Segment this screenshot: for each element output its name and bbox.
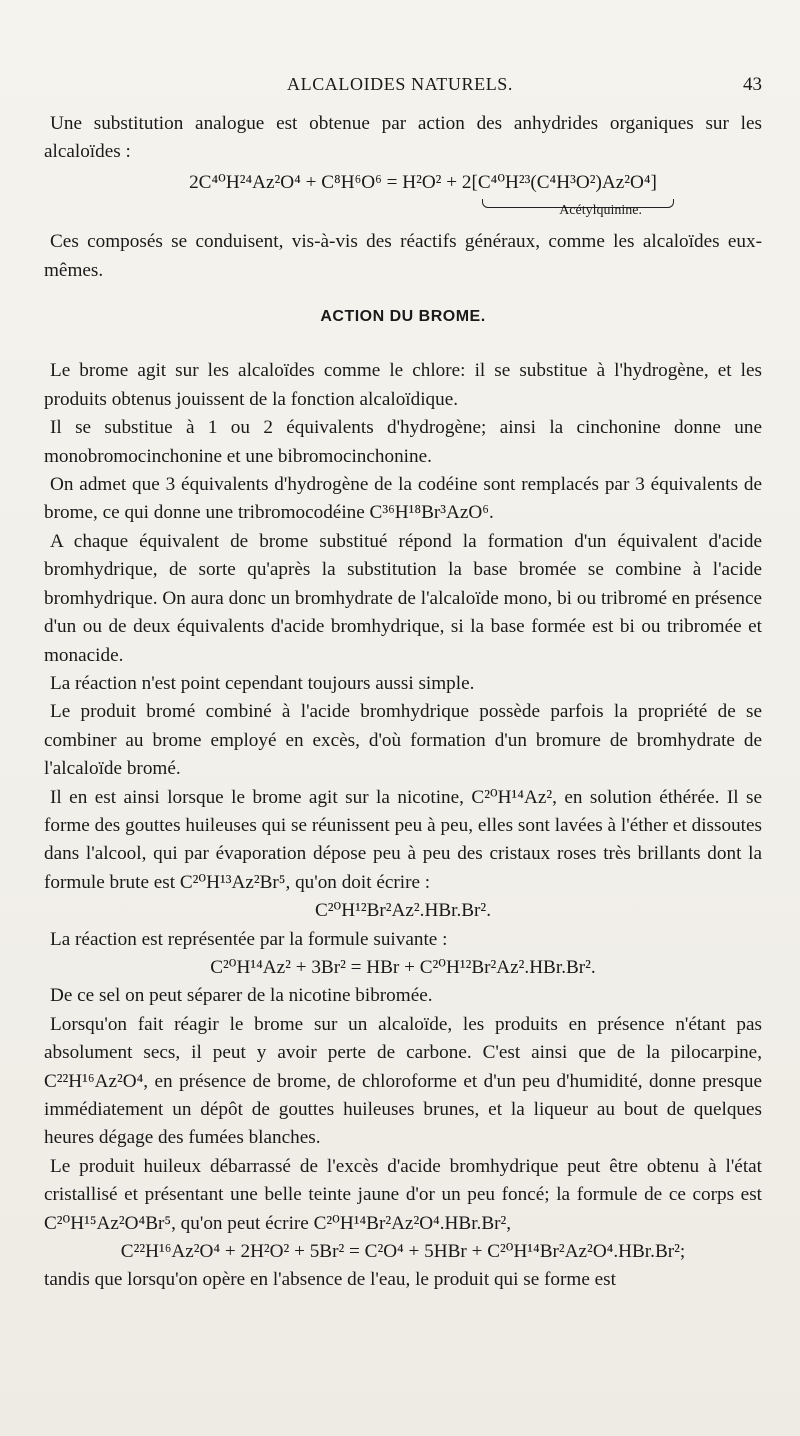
paragraph-produit-brome: Le produit bromé combiné à l'acide bromhydrique possède parfois la propriété de se combiner au brome employé en excès, d'où formation d'un bromure de bromhydrate de l'alcaloïde bromé. [44, 701, 762, 780]
paragraph-substitue: Il se substitue à 1 ou 2 équivalents d'hydrogène; ainsi la cinchonine donne une monobromocinchonine et une bibromocinchonine. [44, 417, 762, 467]
formula-pilocarpine-reaction: C²²H¹⁶Az²O⁴ + 2H²O² + 5Br² = C²O⁴ + 5HBr + C²⁰H¹⁴Br²Az²O⁴.HBr.Br²; [120, 1241, 686, 1263]
running-title: ALCALOIDES NATURELS. [287, 74, 513, 94]
section-heading: ACTION DU BROME. [320, 308, 486, 326]
paragraph-codeine: On admet que 3 équivalents d'hydrogène de la codéine sont remplacés par 3 équivalents de brome, ce qui donne une tribromocodéine C³⁶H¹⁸Br³AzO⁶. [44, 474, 762, 524]
paragraph-reaction-formule: La réaction est représentée par la formule suivante : [50, 928, 448, 950]
page-header [0, 74, 800, 100]
formula-nicotine-salt: C²⁰H¹²Br²Az².HBr.Br². [315, 900, 491, 922]
paragraph-produit-huileux: Le produit huileux débarrassé de l'excès d'acide bromhydrique peut être obtenu à l'état cristallisé et présentant une belle teinte jaune d'or un peu foncé; la formule de ce corps est C²⁰H¹⁵Az²O⁴Br⁵, qu'on peut écrire C²⁰H¹⁴Br²Az²O⁴.HBr.Br², [44, 1155, 762, 1234]
paragraph-sel: De ce sel on peut séparer de la nicotine bibromée. [50, 985, 433, 1007]
formula-acetylquinine: 2C⁴⁰H²⁴Az²O⁴ + C⁸H⁶O⁶ = H²O² + 2[C⁴⁰H²³(C⁴H³O²)Az²O⁴] [189, 171, 657, 193]
formula-label-acetylquinine: Acétylquinine. [559, 203, 642, 219]
paragraph-pilocarpine: Lorsqu'on fait réagir le brome sur un alcaloïde, les produits en présence n'étant pas absolument secs, il peut y avoir perte de carbone. C'est ainsi que de la pilocarpine, C²²H¹⁶Az²O⁴, en présence de brome, de chloroforme et d'un peu d'humidité, donne presque immédiatement un dépôt de gouttes huileuses brunes, et la liqueur au bout de quelques heures dégage des fumées blanches. [44, 1013, 762, 1149]
page-body [44, 110, 762, 1295]
paragraph-brome-agit: Le brome agit sur les alcaloïdes comme le chlore: il se substitue à l'hydrogène, et les produits obtenus jouissent de la fonction alcaloïdique. [44, 360, 762, 410]
paragraph-anhydrides: Une substitution analogue est obtenue par action des anhydrides organiques sur les alcaloïdes : [44, 113, 762, 163]
paragraph-composes: Ces composés se conduisent, vis-à-vis des réactifs généraux, comme les alcaloïdes eux-mêmes. [44, 231, 762, 281]
paragraph-reaction-simple: La réaction n'est point cependant toujours aussi simple. [50, 672, 475, 694]
formula-nicotine-reaction: C²⁰H¹⁴Az² + 3Br² = HBr + C²⁰H¹²Br²Az².HBr.Br². [210, 956, 596, 978]
paragraph-equivalent: A chaque équivalent de brome substitué répond la formation d'un équivalent d'acide bromhydrique, de sorte qu'après la substitution la base bromée se combine à l'acide bromhydrique. On aura donc un bromhydrate de l'alcaloïde mono, bi ou tribromé en présence d'un ou de deux équivalents d'acide bromhydrique, si la base formée est bi ou tribromée et monacide. [44, 530, 762, 666]
page-number: 43 [743, 74, 762, 95]
spacer [44, 220, 762, 228]
paragraph-nicotine: Il en est ainsi lorsque le brome agit sur la nicotine, C²⁰H¹⁴Az², en solution éthérée. Il se forme des gouttes huileuses qui se réunissent peu à peu, elles sont lavées à l'éther et dissoutes dans l'alcool, qui par évaporation dépose peu à peu des cristaux roses très brillants dont la formule brute est C²⁰H¹³Az²Br⁵, qu'on doit écrire : [44, 786, 762, 893]
paragraph-tandis: tandis que lorsqu'on opère en l'absence de l'eau, le produit qui se forme est [44, 1269, 616, 1291]
